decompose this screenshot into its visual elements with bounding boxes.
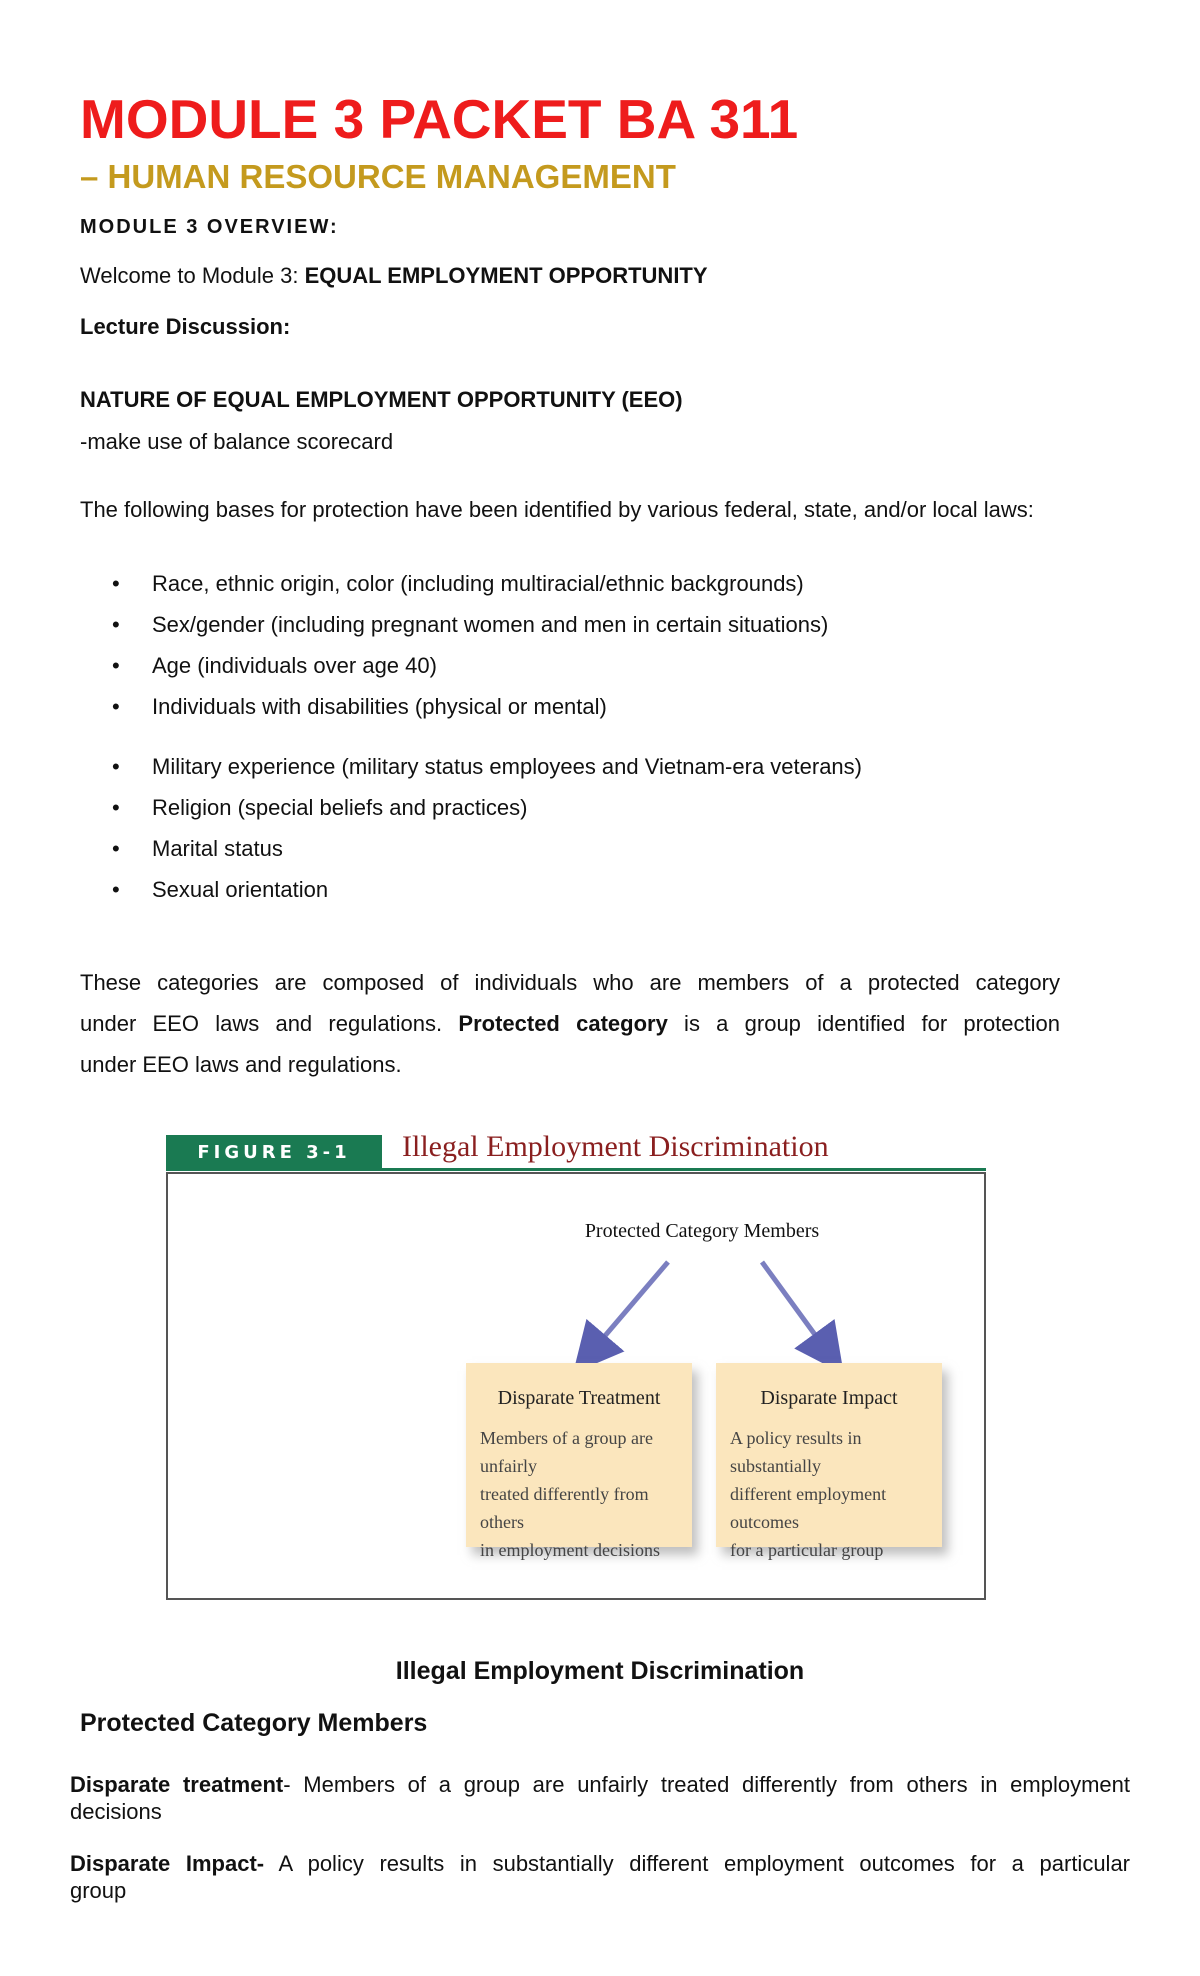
page-title: MODULE 3 PACKET BA 311 (80, 88, 799, 150)
list-item-text: Religion (special beliefs and practices) (152, 795, 528, 820)
paragraph-line-2-suffix: is a group identified for protection (667, 1011, 1060, 1036)
definition-text: A policy results in substantially different employment outcomes for a particular (264, 1851, 1131, 1876)
figure-title: Illegal Employment Discrimination (402, 1130, 829, 1163)
disparate-impact-box (716, 1363, 942, 1560)
paragraph-line-1: These categories are composed of individuals who are members of a protected category (80, 970, 1060, 995)
arrow-to-disparate-impact (762, 1262, 832, 1358)
list-item-text: Military experience (military status employees and Vietnam-era veterans) (152, 754, 862, 779)
bullet-marker: • (112, 571, 120, 596)
list-item-text: Sexual orientation (152, 877, 329, 902)
definition-line-1 (70, 1771, 1130, 1798)
disparate-treatment-box (466, 1363, 692, 1560)
figure-caption: Illegal Employment Discrimination (395, 1657, 805, 1685)
list-item-text: Age (individuals over age 40) (152, 653, 437, 678)
paragraph-line-2-prefix: under EEO laws and regulations. (80, 1011, 459, 1036)
bullet-marker: • (112, 694, 120, 719)
box-line: in employment decisions (480, 1540, 660, 1560)
bullet-marker: • (112, 795, 120, 820)
definition-term: Disparate treatment (70, 1772, 284, 1797)
figure-label: FIGURE 3-1 (166, 1135, 382, 1171)
bullet-marker: • (112, 877, 120, 902)
list-item-text: Sex/gender (including pregnant women and men in certain situations) (152, 612, 829, 637)
note-line: -make use of balance scorecard (80, 429, 394, 454)
lecture-label: Lecture Discussion: (80, 314, 291, 339)
overview-label: MODULE 3 OVERVIEW: (80, 216, 339, 238)
disparate-treatment-heading: Disparate Treatment (497, 1387, 661, 1409)
definition-disparate-treatment (70, 1771, 1130, 1825)
arrow-to-disparate-treatment (586, 1262, 668, 1358)
box-line: Members of a group are unfairly (480, 1428, 653, 1476)
protected-category-term: Protected category (458, 1011, 668, 1036)
list-item-text: Individuals with disabilities (physical or mental) (152, 694, 607, 719)
list-item-text: Race, ethnic origin, color (including multiracial/ethnic backgrounds) (152, 571, 804, 596)
box-line: A policy results in substantially (730, 1428, 862, 1476)
page-subtitle: – HUMAN RESOURCE MANAGEMENT (80, 158, 676, 195)
definition-disparate-impact (70, 1850, 1130, 1904)
bullet-marker: • (112, 836, 120, 861)
disparate-impact-heading: Disparate Impact (760, 1387, 898, 1409)
protected-category-members-heading: Protected Category Members (80, 1709, 428, 1737)
definition-text: - Members of a group are unfairly treated differently from others in employment (283, 1772, 1130, 1797)
definition-line-2: decisions (70, 1799, 162, 1824)
figure-top-node-label: Protected Category Members (584, 1220, 820, 1242)
welcome-prefix: Welcome to Module 3: (80, 263, 305, 288)
bullet-marker: • (112, 653, 120, 678)
section-heading: NATURE OF EQUAL EMPLOYMENT OPPORTUNITY (EEO) (80, 387, 683, 412)
paragraph-line-3: under EEO laws and regulations. (80, 1052, 402, 1077)
disparate-treatment-body (466, 1410, 692, 1564)
box-line: for a particular group (730, 1540, 884, 1560)
list-item-text: Marital status (152, 836, 283, 861)
definition-line-1 (70, 1850, 1130, 1877)
definition-line-2: group (70, 1878, 127, 1903)
bullet-marker: • (112, 754, 120, 779)
box-line: treated differently from others (480, 1484, 649, 1532)
box-line: different employment outcomes (730, 1484, 887, 1532)
bases-intro: The following bases for protection have been identified by various federal, state, and/or local laws: (80, 497, 1034, 522)
disparate-impact-body (716, 1410, 942, 1564)
bullet-marker: • (112, 612, 120, 637)
welcome-topic: EQUAL EMPLOYMENT OPPORTUNITY (304, 263, 708, 288)
definition-term: Disparate Impact- (70, 1851, 265, 1876)
